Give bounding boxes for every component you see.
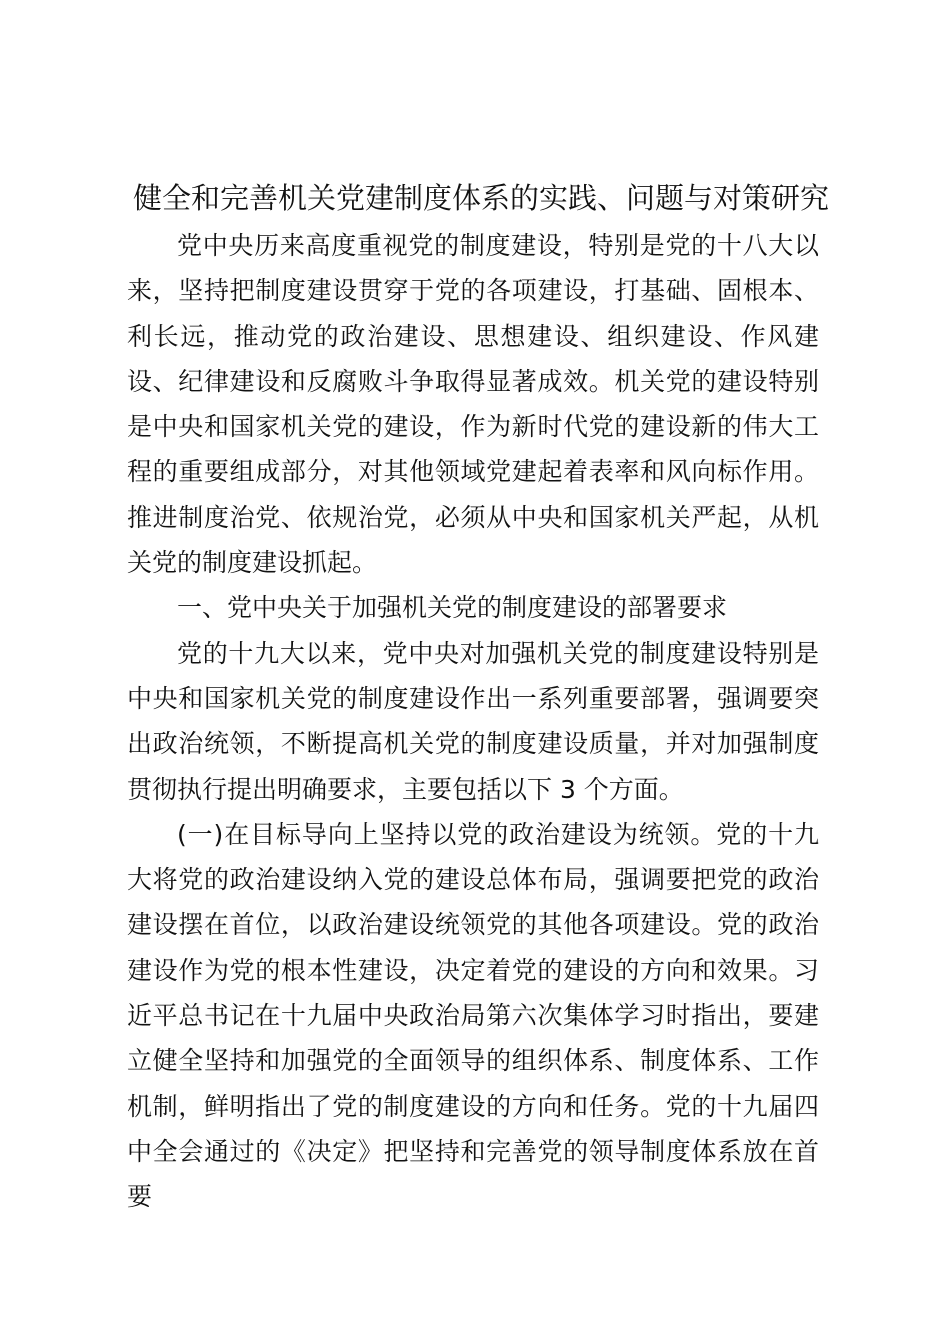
document-body — [127, 223, 819, 1220]
paragraph-intro: 党中央历来高度重视党的制度建设，特别是党的十八大以来，坚持把制度建设贯穿于党的各项建设，打基础、固根本、利长远，推动党的政治建设、思想建设、组织建设、作风建设、纪律建设和反腐败斗争取得显著成效。机关党的建设特别是中央和国家机关党的建设，作为新时代党的建设新的伟大工程的重要组成部分，对其他领域党建起着表率和风向标作用。推进制度治党、依规治党，必须从中央和国家机关严起，从机关党的制度建设抓起。 — [127, 231, 819, 578]
paragraph-subsection-1: (一)在目标导向上坚持以党的政治建设为统领。党的十九大将党的政治建设纳入党的建设总体布局，强调要把党的政治建设摆在首位，以政治建设统领党的其他各项建设。党的政治建设作为党的根本性建设，决定着党的建设的方向和效果。习近平总书记在十九届中央政治局第六次集体学习时指出，要建立健全坚持和加强党的全面领导的组织体系、制度体系、工作机制，鲜明指出了党的制度建设的方向和任务。党的十九届四中全会通过的《决定》把坚持和完善党的领导制度体系放在首要 — [127, 819, 819, 1212]
paragraph-section-1: 党的十九大以来，党中央对加强机关党的制度建设特别是中央和国家机关党的制度建设作出一系列重要部署，强调要突出政治统领，不断提高机关党的制度建设质量，并对加强制度贯彻执行提出明确要求，主要包括以下 3 个方面。 — [127, 638, 819, 804]
document-title: 健全和完善机关党建制度体系的实践、问题与对策研究 — [133, 181, 830, 215]
section-heading-1: 一、党中央关于加强机关党的制度建设的部署要求 — [177, 593, 728, 623]
